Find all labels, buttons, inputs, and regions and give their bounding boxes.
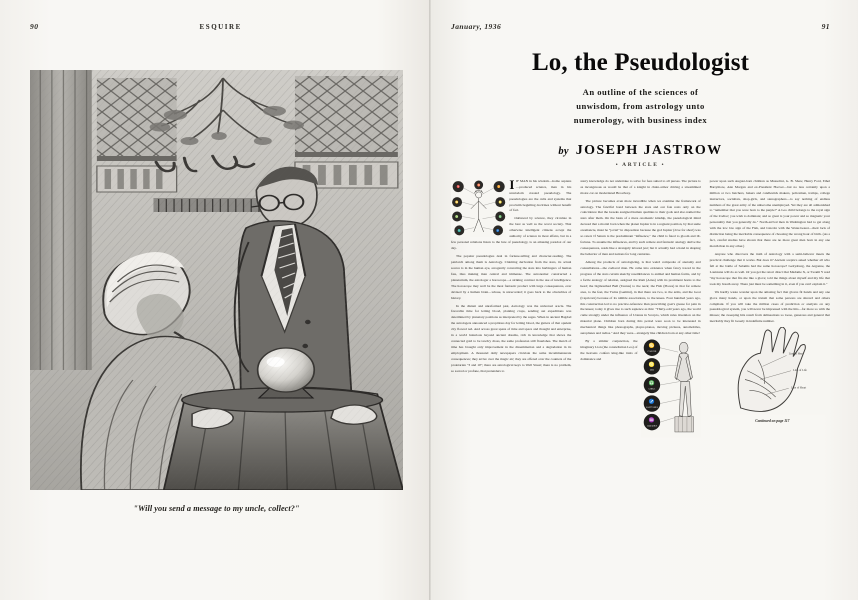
illustration-caption: "Will you send a message to my uncle, collect?" [133,504,300,513]
paragraph: The picture becomes even more incredible when we examine the framework of astrology. The fanciful bond between the stars and our fate rests only on the coincidence that the Greeks assigned human qualities to their gods and also named the stars after them. On the basis of a mere onomastic kinship, the pseudological mind decreed that a mortal born when the planet Jupiter is in a regnant position, by that same onomancie, must be "jovial" in disposition because the god Jupiter (Jove for short) was so rated. If Saturn is the predominant "influence," the child is fated to gloom and ill-fortune. To assume the influences, and by such remote and fantastic analogy derive the consequences, reads like a strangely labored jest; but it actually had a hand in shaping the behavior of men and nations for long centuries. [580,198,701,257]
svg-text:♈: ♈ [456,185,460,189]
svg-text:♋: ♋ [648,344,655,350]
article-kicker: • ARTICLE • [615,161,666,168]
deck-line-2: unwisdom, from astrology unto [576,100,705,111]
svg-text:Line of Head: Line of Head [788,351,804,356]
continued-note: Continued on page 117 [755,418,790,423]
paragraph: By a similar conjunction, the imaginary Lion (the constellation Leo) of the heavens confers king-like traits of dominance and [580,339,638,361]
article-title: Lo, the Pseudologist [531,49,750,76]
svg-text:CANCER: CANCER [647,351,656,354]
svg-text:♉: ♉ [476,183,481,187]
paragraph: In the distant and unreformed past, Astrology was the universal oracle. The favorable time for letting blood, planting crops, sending out expeditions was determined by planetary positions as interpreted by the sages. When in ancient Bagdad the astrologers announced a propitious day for letting blood, the gutters of that opulent city flowed red. And across great spans of time and space and thought and enterprise, in a world luxurious beyond ancient dreams, rich in knowledge that shows the connected gold to be tawdry dross, the same profession still flourishes. The march of time has brought only improvement in the dissemination and a degradation in its employment. A thousand daily newspapers circulate the same incommensurate consequences; they arrive over the magic air; they are offered over the counters of the proletarian "3 and 10"; there are astrological keys to Wall Street; there is no problem, so sacred or profane, that pretenders to [451,303,572,373]
column-1 [451,176,572,611]
svg-text:LIBRA: LIBRA [648,388,655,391]
fortune-teller-cartoon [30,70,403,490]
byline-prefix: by [558,145,569,157]
svg-text:♊: ♊ [497,185,501,189]
svg-text:♌: ♌ [648,362,655,368]
left-page [0,0,429,600]
svg-text:♒: ♒ [648,418,655,424]
paragraph: Among the products of astrologizing, is that weird composite of anatomy and constellations—the zodiacal man. He came into existence when fancy traced in the progress of the stars certain sketchy resemblances to animal and human forms, and by a facile analogy of relation, assigned the Ram (Aries) with its prominent horns to the head; the bigmouthed Bull (Taurus) to the neck; the Fish (Pisces) in that far remote area, to the feet, the Twins (Gemini), in that there are two, to the arms, and the Goat (Capricorn) because of its nimble associations, to the knees. Four hundred years ago, this construction led to no practice-reference than prescribing goat's grease for pain in the knees; today it gives rise to such sapience as this: "Thirty-odd years ago, the world came strongly under the influence of Uranus in Scorpio, which rules invention on the material plane. Children born during this period were soon to be interested in mechanical things like phonographs, player-pianos, moving pictures, automobiles, aeroplanes and radios." And they were—strangely like children born at any other time! [580,259,701,336]
svg-text:♎: ♎ [498,215,502,219]
page-gutter [429,0,431,600]
drop-cap: I [509,176,515,192]
paragraph: starry knowledge do not undertake to solve for fees suited to all purses. The picture is as incongruous as would be that of a knight in chain-armor driving a streamlined motor-car on modernized Broadway. [580,178,701,195]
article-deck [507,86,775,128]
deck-line-3: numerology, with business index [573,114,708,125]
article-byline [451,143,830,159]
byline-author: JOSEPH JASTROW [575,142,723,158]
svg-text:♐: ♐ [648,400,655,406]
column-2 [580,179,700,611]
illustration-block [30,70,403,513]
svg-text:♎: ♎ [648,381,655,387]
magazine-name: ESQUIRE [199,23,242,31]
svg-text:♍: ♍ [455,215,459,219]
right-folio: 91 [821,22,830,31]
svg-text:LEO: LEO [649,369,654,372]
svg-text:♋: ♋ [455,201,459,205]
left-folio: 90 [30,22,39,31]
deck-line-1: An outline of the sciences of [582,87,699,97]
svg-text:Line of Heart: Line of Heart [790,385,806,390]
left-running-head [30,22,403,36]
palmistry-hand-diagram [710,327,830,415]
paragraph: Anyone who discovers the truth of Astrology with a semi-believer meets the practical challenge that it works. But does it? Ancient sceptics asked whether all who fell at the battle of Salamis had the same horoscope? Gettysburg, the Argonne, the Louisiana will do as well. Or you get the retort direct that Madame X, or Swami Y read "my horoscope that fits me like a glove; told me things about myself and my life that took my breath away. There just must be something in it, even if you can't explain it." [709,252,830,286]
issue-date: January, 1936 [451,22,502,31]
paragraph: We hardly waste wonder upon the amazing fact that gloves fit hands and any one glove many hands, or upon the truism that some persons are shrewd and others compliant. If you will take the million cases of prediction or analysis on any pseudological system, you will never be impressed with the hits—far more so with the misses; the sweeping hits result from delineations so loose, generous and general that inevitably they fit loosely in indefinite number. [709,289,830,324]
zodiac-medallions-anatomical-man [641,339,701,437]
paragraph: The popular pseudologies deal in fortune-telling and character-reading. The patriarch among them is Astrology. Claiming derivation from the stars, its actual source is in the human eye, arrogantly converting the stars into harbingers of human fate, thus making man central and immense. The astronomer constructed a planetarium, the astrologer a horoscope—a striking contrast in the use of intelligence. The horoscope may well be the most fantastic product with large consequences, ever devised by a human brain—whose, is unrecorded; it goes back to the obscurities of history. [451,254,572,300]
right-running-head [451,22,830,36]
svg-text:♐: ♐ [496,229,500,233]
paragraph: Outlawed by science, they circulate in the best as well as the worst society. That otherwise intelligent citizens accept the authority of science in most affairs, but in a few personal relations listen to the lure of pseudology, is an amusing paradox of our day. [451,216,572,251]
article-columns [451,176,830,611]
svg-text:♌: ♌ [498,201,502,205]
zodiac-man-astrological-chart [451,180,506,238]
column-3 [710,179,830,611]
svg-text:♏: ♏ [457,229,462,233]
paragraph-text: IF MAN in his wisdom—homo sapiens—produced science, man in his unwisdom created pseudology. The pseudologies are the cults and systems that proclaim beguiling doctrines without benefit of fact. [509,178,572,213]
right-page [429,0,858,600]
svg-text:AQUARIUS: AQUARIUS [646,425,657,428]
svg-text:Line of Life: Line of Life [792,368,807,373]
paragraph: power upon such August-born children as Mussolini, G. B. Shaw, Henry Ford, Ethel Barrymore, Ann Morgan and ex-President Hoover—but no less certainly upon a million or two butchers, bakers and candlestick makers, policemen, tramps, college instructors, socialists, shop-girls, and stenographers—to say nothing of endless numbers of the great army of the unbecome unemployed. Yet they are all admonished to "remember that you were born to the purple!" A Leo child belongs to the royal sign of the Zodiac; you wish to dominate; and so great is your power and so magnetic your personality that you generally do." North-arrival men in Washington had to get along with the low law sign of the Fish, and Lincoln with the Water-bearer—their lack of distinction being the inevitable consequence of choosing the wrong hour of birth. (As a fact, careful studies have shown that there are no more great men born in any one month than in any other.) [709,178,830,249]
svg-text:SAGITTARIUS: SAGITTARIUS [645,407,658,410]
